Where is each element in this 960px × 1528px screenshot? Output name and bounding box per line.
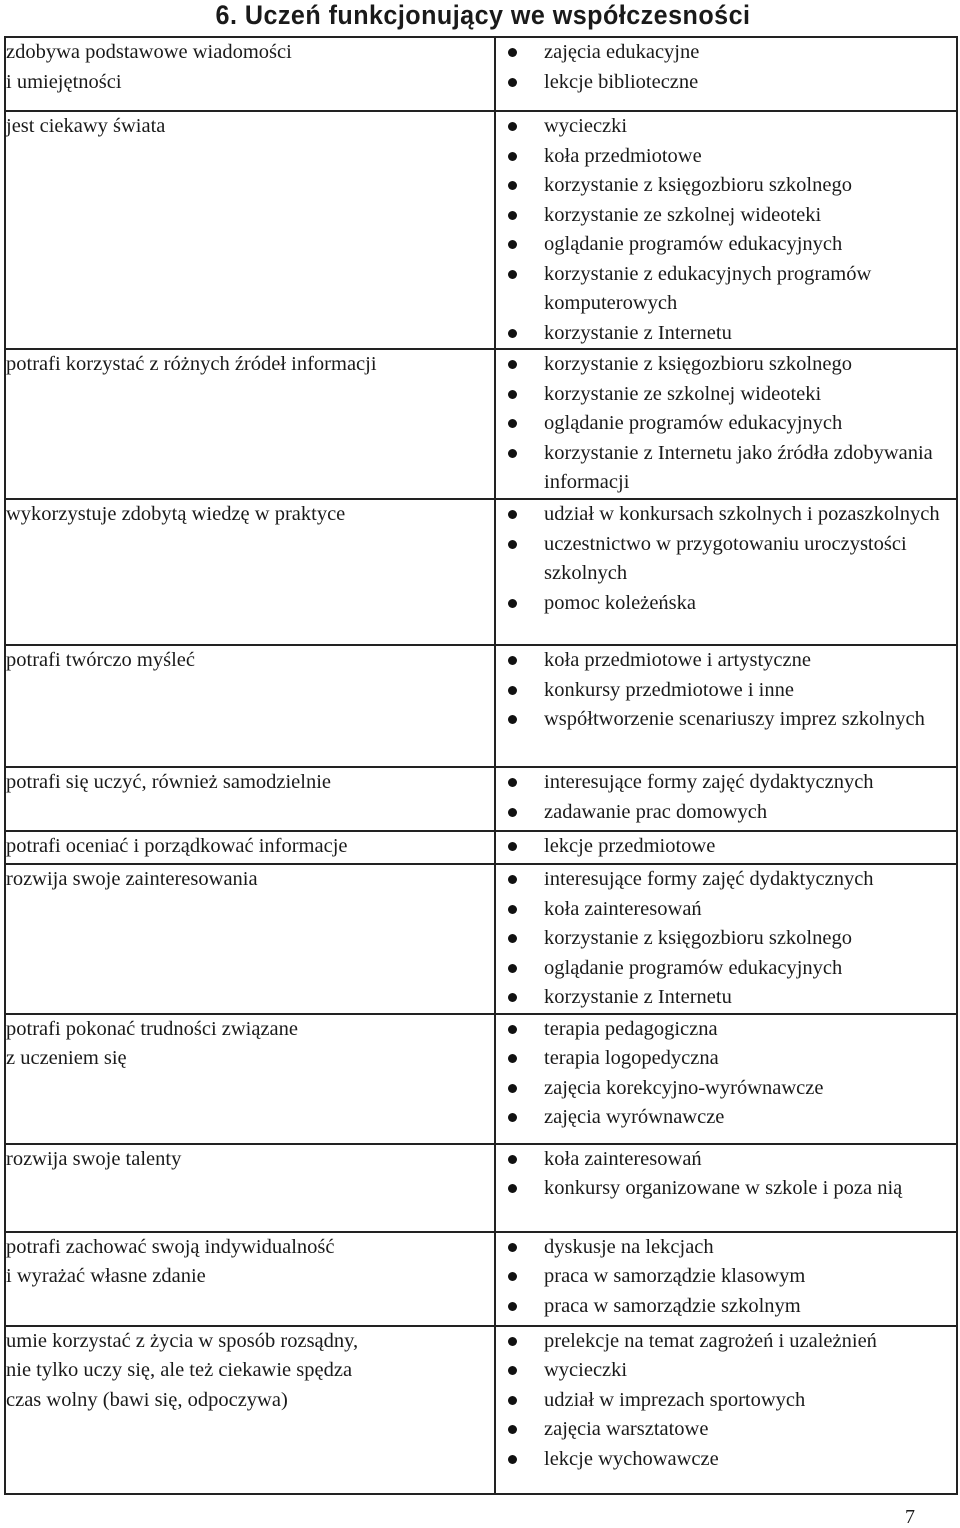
list-item — [534, 1233, 956, 1263]
list-item — [534, 112, 956, 142]
bullet-icon — [508, 1455, 517, 1464]
activities-cell — [495, 349, 957, 499]
skill-text: umie korzystać z życia w sposób rozsądny, — [6, 1329, 359, 1352]
list-item — [534, 1262, 956, 1292]
activity-list — [496, 500, 956, 618]
skill-text: i wyrażać własne zdanie — [6, 1265, 206, 1287]
list-item — [534, 1174, 956, 1204]
activity-text: terapia pedagogiczna — [544, 1017, 718, 1040]
activity-text: koła przedmiotowe — [544, 144, 702, 167]
skill-text: czas wolny (bawi się, odpoczywa) — [6, 1388, 288, 1411]
list-item — [534, 380, 956, 410]
activity-list — [496, 865, 956, 1013]
bullet-icon — [508, 1243, 517, 1252]
bullet-icon — [508, 1155, 517, 1164]
list-item — [534, 768, 956, 798]
list-item — [534, 260, 956, 319]
skill-cell — [5, 349, 495, 499]
bullet-icon — [508, 934, 517, 943]
list-item — [534, 832, 956, 862]
list-item — [534, 38, 956, 68]
activities-cell — [495, 831, 957, 864]
activities-cell — [495, 767, 957, 831]
list-item — [534, 646, 956, 676]
bullet-icon — [508, 1113, 517, 1122]
activity-text: oglądanie programów edukacyjnych — [544, 956, 843, 979]
table-row — [5, 864, 957, 1014]
bullet-icon — [508, 390, 517, 399]
activity-list — [496, 1015, 956, 1133]
list-item — [534, 589, 956, 619]
table-row — [5, 499, 957, 645]
bullet-icon — [508, 240, 517, 249]
skill-cell — [5, 499, 495, 645]
list-item — [534, 1103, 956, 1133]
activity-text: współtworzenie scenariuszy imprez szkolnych — [544, 708, 925, 730]
table-row — [5, 349, 957, 499]
activity-text: prelekcje na temat zagrożeń i uzależnień — [544, 1329, 877, 1352]
bullet-icon — [508, 599, 517, 608]
bullet-icon — [508, 1184, 517, 1193]
activity-text: zajęcia edukacyjne — [544, 41, 700, 63]
skill-text: potrafi zachować swoją indywidualność — [6, 1235, 335, 1258]
activity-text: koła zainteresowań — [544, 1147, 702, 1170]
list-item — [534, 1356, 956, 1386]
list-item — [534, 924, 956, 954]
skill-text: potrafi twórczo myśleć — [6, 649, 195, 671]
skill-text: z uczeniem się — [6, 1047, 127, 1069]
activity-list — [496, 38, 956, 97]
bullet-icon — [508, 510, 517, 519]
bullet-icon — [508, 1054, 517, 1063]
bullet-icon — [508, 211, 517, 220]
bullet-icon — [508, 329, 517, 338]
activity-text: korzystanie z Internetu — [544, 986, 732, 1008]
skill-cell — [5, 645, 495, 767]
activity-list — [496, 832, 956, 862]
skill-cell — [5, 831, 495, 864]
table-row — [5, 767, 957, 831]
activity-text: lekcje przedmiotowe — [544, 835, 716, 857]
table-row — [5, 1232, 957, 1326]
page-title: 6. Uczeń funkcjonujący we współczesności — [215, 0, 751, 30]
activity-text: dyskusje na lekcjach — [544, 1235, 714, 1258]
skill-cell — [5, 767, 495, 831]
skill-cell — [5, 37, 495, 111]
activity-text: koła zainteresowań — [544, 897, 702, 920]
list-item — [534, 1386, 956, 1416]
table-row — [5, 37, 957, 111]
bullet-icon — [508, 449, 517, 458]
activity-text: uczestnictwo w przygotowaniu uroczystości szkolnych — [544, 532, 907, 584]
list-item — [534, 68, 956, 98]
bullet-icon — [508, 181, 517, 190]
skill-text: potrafi korzystać z różnych źródeł informacji — [6, 353, 377, 375]
list-item — [534, 676, 956, 706]
skill-text: potrafi oceniać i porządkować informacje — [6, 835, 348, 857]
activity-list — [496, 1145, 956, 1204]
activity-text: korzystanie z księgozbioru szkolnego — [544, 927, 852, 949]
bullet-icon — [508, 1425, 517, 1434]
bullet-icon — [508, 1272, 517, 1281]
list-item — [534, 1015, 956, 1045]
activity-text: terapia logopedyczna — [544, 1047, 719, 1069]
activity-text: wycieczki — [544, 115, 628, 137]
activity-text: lekcje wychowawcze — [544, 1447, 719, 1470]
list-item — [534, 1327, 956, 1357]
skill-cell — [5, 1326, 495, 1494]
skill-cell — [5, 864, 495, 1014]
list-item — [534, 865, 956, 895]
activity-text: korzystanie z Internetu jako źródła zdobywania informacji — [544, 441, 933, 493]
activity-text: zadawanie prac domowych — [544, 800, 768, 823]
list-item — [534, 1044, 956, 1074]
activity-text: korzystanie z księgozbioru szkolnego — [544, 353, 852, 375]
list-item — [534, 1445, 956, 1475]
activities-cell — [495, 645, 957, 767]
list-item — [534, 409, 956, 439]
activity-text: zajęcia korekcyjno-wyrównawcze — [544, 1076, 824, 1099]
list-item — [534, 1415, 956, 1445]
list-item — [534, 705, 956, 735]
bullet-icon — [508, 875, 517, 884]
table-row — [5, 1326, 957, 1494]
table-row — [5, 831, 957, 864]
activities-cell — [495, 1014, 957, 1144]
list-item — [534, 142, 956, 172]
activity-list — [496, 112, 956, 348]
list-item — [534, 439, 956, 498]
list-item — [534, 1074, 956, 1104]
bullet-icon — [508, 122, 517, 131]
skill-text: rozwija swoje zainteresowania — [6, 868, 258, 890]
bullet-icon — [508, 78, 517, 87]
skill-text: wykorzystuje zdobytą wiedzę w praktyce — [6, 503, 346, 525]
activities-cell — [495, 1144, 957, 1232]
list-item — [534, 895, 956, 925]
activities-cell — [495, 37, 957, 111]
activity-text: konkursy organizowane w szkole i poza nią — [544, 1177, 903, 1199]
table-body — [5, 37, 957, 1494]
activities-cell — [495, 864, 957, 1014]
skill-text: i umiejętności — [6, 70, 122, 93]
list-item — [534, 230, 956, 260]
list-item — [534, 983, 956, 1013]
list-item — [534, 530, 956, 589]
skill-text: jest ciekawy świata — [6, 115, 166, 137]
bullet-icon — [508, 1337, 517, 1346]
activity-text: wycieczki — [544, 1359, 628, 1381]
bullet-icon — [508, 778, 517, 787]
skill-cell — [5, 1014, 495, 1144]
activity-list — [496, 350, 956, 498]
bullet-icon — [508, 360, 517, 369]
list-item — [534, 954, 956, 984]
table-row — [5, 1144, 957, 1232]
bullet-icon — [508, 1366, 517, 1375]
bullet-icon — [508, 686, 517, 695]
activity-list — [496, 1233, 956, 1322]
activity-text: konkursy przedmiotowe i inne — [544, 678, 794, 701]
activity-text: koła przedmiotowe i artystyczne — [544, 649, 811, 671]
table-row — [5, 1014, 957, 1144]
activities-cell — [495, 111, 957, 349]
skill-text: potrafi się uczyć, również samodzielnie — [6, 771, 332, 793]
activity-text: pomoc koleżeńska — [544, 591, 696, 614]
activities-cell — [495, 1326, 957, 1494]
activity-text: korzystanie z księgozbioru szkolnego — [544, 174, 852, 196]
bullet-icon — [508, 1396, 517, 1405]
table-row — [5, 645, 957, 767]
bullet-icon — [508, 964, 517, 973]
bullet-icon — [508, 540, 517, 549]
bullet-icon — [508, 715, 517, 724]
bullet-icon — [508, 842, 517, 851]
bullet-icon — [508, 419, 517, 428]
table-row — [5, 111, 957, 349]
bullet-icon — [508, 808, 517, 817]
list-item — [534, 1292, 956, 1322]
list-item — [534, 350, 956, 380]
skill-cell — [5, 1144, 495, 1232]
skill-cell — [5, 1232, 495, 1326]
skill-text: zdobywa podstawowe wiadomości — [6, 41, 292, 63]
activity-text: korzystanie z edukacyjnych programów komputerowych — [544, 262, 872, 314]
activity-text: korzystanie ze szkolnej wideoteki — [544, 382, 822, 405]
skill-cell — [5, 111, 495, 349]
activities-cell — [495, 1232, 957, 1326]
list-item — [534, 500, 956, 530]
activity-list — [496, 768, 956, 827]
list-item — [534, 798, 956, 828]
activity-text: zajęcia warsztatowe — [544, 1418, 709, 1440]
bullet-icon — [508, 48, 517, 57]
activity-list — [496, 646, 956, 735]
activity-text: praca w samorządzie klasowym — [544, 1265, 806, 1287]
bullet-icon — [508, 656, 517, 665]
skill-text: rozwija swoje talenty — [6, 1147, 182, 1170]
activity-text: lekcje biblioteczne — [544, 70, 699, 93]
activity-text: korzystanie ze szkolnej wideoteki — [544, 203, 822, 226]
activity-text: udział w konkursach szkolnych i pozaszkolnych — [544, 503, 940, 525]
list-item — [534, 171, 956, 201]
activity-text: oglądanie programów edukacyjnych — [544, 412, 843, 434]
skill-text: potrafi pokonać trudności związane — [6, 1017, 299, 1040]
activity-text: praca w samorządzie szkolnym — [544, 1294, 801, 1317]
bullet-icon — [508, 1302, 517, 1311]
activity-text: korzystanie z Internetu — [544, 321, 732, 344]
list-item — [534, 1145, 956, 1175]
activity-text: zajęcia wyrównawcze — [544, 1106, 725, 1128]
activity-text: interesujące formy zajęć dydaktycznych — [544, 771, 874, 793]
bullet-icon — [508, 152, 517, 161]
list-item — [534, 201, 956, 231]
activities-cell — [495, 499, 957, 645]
bullet-icon — [508, 1084, 517, 1093]
bullet-icon — [508, 905, 517, 914]
activity-text: udział w imprezach sportowych — [544, 1388, 806, 1411]
list-item — [534, 319, 956, 349]
activity-list — [496, 1327, 956, 1475]
bullet-icon — [508, 270, 517, 279]
bullet-icon — [508, 1025, 517, 1034]
skill-text: nie tylko uczy się, ale też ciekawie spędza — [6, 1359, 353, 1381]
skills-activities-table — [4, 36, 958, 1495]
page-number: 7 — [905, 1506, 915, 1528]
activity-text: interesujące formy zajęć dydaktycznych — [544, 868, 874, 890]
activity-text: oglądanie programów edukacyjnych — [544, 233, 843, 255]
bullet-icon — [508, 993, 517, 1002]
